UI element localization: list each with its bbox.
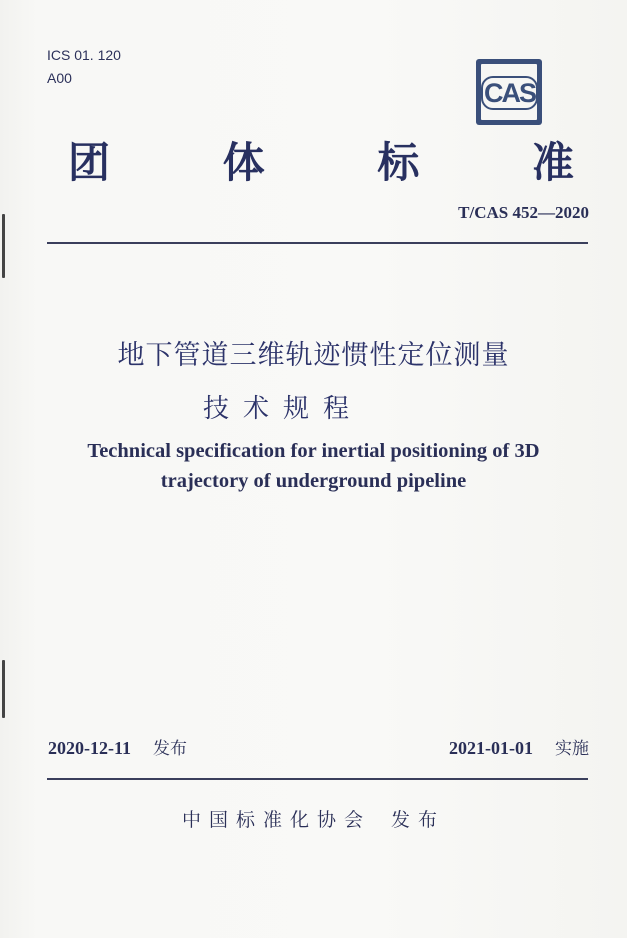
- divider-top: [47, 242, 588, 244]
- implement-date-block: [449, 734, 589, 759]
- category-char: 准: [531, 138, 574, 187]
- binding-mark: [2, 214, 5, 278]
- category-char: 体: [222, 138, 265, 187]
- ics-code: ICS 01. 120: [47, 47, 121, 63]
- category-char: 团: [68, 138, 111, 187]
- issue-label: 发布: [153, 739, 187, 759]
- standard-category: [68, 138, 574, 188]
- ccs-code: A00: [47, 70, 72, 86]
- title-english-line2: trajectory of underground pipeline: [160, 470, 467, 492]
- implement-date: 2021-01-01: [449, 738, 533, 758]
- publisher-action: 发布: [391, 809, 446, 831]
- title-english: [0, 436, 627, 496]
- publisher: [0, 805, 627, 832]
- cas-logo-text: CAS: [481, 76, 538, 110]
- cas-logo: [476, 59, 542, 125]
- issue-date-block: [48, 734, 187, 759]
- issue-date: 2020-12-11: [48, 738, 131, 758]
- binding-mark: [2, 660, 5, 718]
- divider-bottom: [47, 778, 588, 780]
- title-chinese-line1: 地下管道三维轨迹惯性定位测量: [117, 340, 510, 371]
- classification-codes: [47, 44, 121, 90]
- title-chinese-line2: 技术规程: [203, 394, 364, 424]
- category-char: 标: [377, 138, 420, 187]
- title-english-line1: Technical specification for inertial positioning of 3D: [87, 440, 540, 462]
- standard-number: T/CAS 452—2020: [458, 203, 589, 222]
- publisher-name: 中国标准化协会: [181, 809, 371, 831]
- implement-label: 实施: [555, 739, 589, 759]
